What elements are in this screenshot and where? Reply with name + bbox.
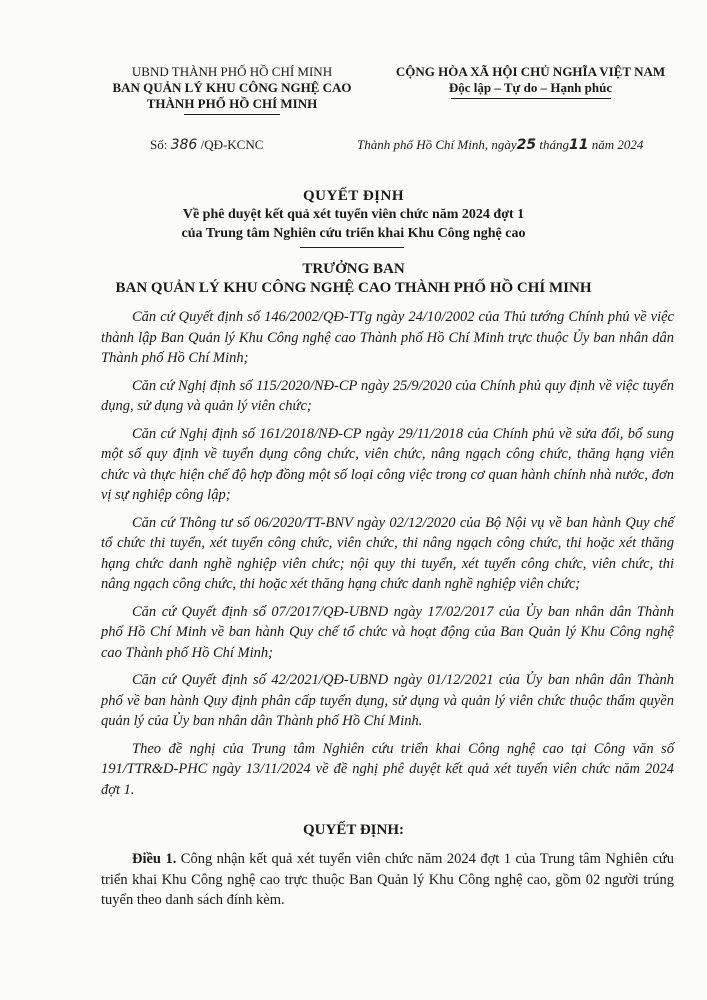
document-type-title: QUYẾT ĐỊNH [303, 188, 404, 204]
doc-number-handwritten: 386 [170, 137, 198, 153]
doc-number-suffix: /QĐ-KCNC [197, 137, 264, 152]
subject-underline [300, 247, 404, 248]
legal-basis-paragraph: Căn cứ Quyết định số 146/2002/QĐ-TTg ngày 24/10/2002 của Thủ tướng Chính phủ về việc thành lập Ban Quản lý Khu Công nghệ cao Thành phố Hồ Chí Minh trực thuộc Ủy ban nhân dân Thành phố Hồ Chí Minh; [101, 309, 674, 366]
national-title: CỘNG HÒA XÃ HỘI CHỦ NGHĨA VIỆT NAM [395, 64, 666, 79]
issuing-agency-city: THÀNH PHỐ HỒ CHÍ MINH [146, 96, 318, 111]
authority-title: TRƯỞNG BAN [302, 261, 405, 277]
national-motto: Độc lập – Tự do – Hạnh phúc [448, 80, 613, 95]
legal-basis-paragraph: Căn cứ Quyết định số 07/2017/QĐ-UBND ngày 17/02/2017 của Ủy ban nhân dân Thành phố Hồ Chí Minh về ban hành Quy chế tổ chức và hoạt động của Ban Quản lý Khu Công nghệ cao Thành phố Hồ Chí Minh; [101, 603, 674, 661]
article-1-label: Điều 1. [132, 851, 177, 867]
authority-agency: BAN QUẢN LÝ KHU CÔNG NGHỆ CAO THÀNH PHỐ HỒ CHÍ MINH [115, 280, 592, 296]
subject-line-1: Về phê duyệt kết quả xét tuyển viên chức năm 2024 đợt 1 [182, 207, 525, 222]
decision-heading: QUYẾT ĐỊNH: [303, 822, 404, 838]
place-and-date [357, 137, 643, 153]
preamble [101, 307, 674, 800]
issuing-agency: BAN QUẢN LÝ KHU CÔNG NGHỆ CAO [112, 80, 352, 95]
place-text: Thành phố Hồ Chí Minh, ngày [357, 137, 517, 152]
doc-number-prefix: Số: [150, 137, 171, 152]
month-label: tháng [536, 137, 569, 152]
legal-basis-paragraph: Căn cứ Thông tư số 06/2020/TT-BNV ngày 02/12/2020 của Bộ Nội vụ về ban hành Quy chế tổ chức thi tuyển, xét tuyển công chức, viên chức, thi nâng ngạch công chức, thi hoặc xét thăng hạng chức danh nghề nghiệp viên chức; nội quy thi tuyển, xét tuyển công chức, viên chức, thi nâng ngạch công chức, thi hoặc xét thăng hạng chức danh nghề nghiệp viên chức; [101, 514, 674, 592]
article-1 [101, 849, 674, 911]
article-1-text: Công nhận kết quả xét tuyển viên chức năm 2024 đợt 1 của Trung tâm Nghiên cứu triển khai Khu Công nghệ cao trực thuộc Ban Quản lý Khu Công nghệ cao, gồm 02 người trúng tuyển theo danh sách đính kèm. [101, 851, 674, 908]
subject-line-2: của Trung tâm Nghiên cứu triển khai Khu Công nghệ cao [181, 226, 526, 241]
year-text: năm 2024 [588, 137, 644, 152]
legal-basis-paragraph: Căn cứ Quyết định số 42/2021/QĐ-UBND ngày 01/12/2021 của Ủy ban nhân dân Thành phố về ban hành Quy định phân cấp tuyển dụng, sử dụng và quản lý viên chức thuộc thẩm quyền quản lý của Ủy ban nhân dân Thành phố Hồ Chí Minh. [101, 672, 674, 729]
date-day-handwritten: 25 [516, 137, 537, 153]
national-title-block [378, 64, 683, 99]
legal-basis-paragraph: Căn cứ Nghị định số 161/2018/NĐ-CP ngày 29/11/2018 của Chính phủ về sửa đổi, bổ sung một số quy định về tuyển dụng công chức, viên chức, nâng ngạch công chức, thăng hạng viên chức và thực hiện chế độ hợp đồng một số loại công việc trong cơ quan hành chính nhà nước, đơn vị sự nghiệp công lập; [101, 425, 674, 503]
document-number [150, 137, 263, 153]
agency-underline [184, 114, 280, 115]
issuing-agency-block [82, 64, 382, 115]
date-month-handwritten: 11 [568, 137, 589, 153]
legal-basis-paragraph: Căn cứ Nghị định số 115/2020/NĐ-CP ngày 25/9/2020 của Chính phủ quy định về việc tuyển dụng, sử dụng và quản lý viên chức; [101, 377, 674, 414]
motto-underline [451, 98, 611, 99]
proposal-paragraph: Theo đề nghị của Trung tâm Nghiên cứu triển khai Công nghệ cao tại Công văn số 191/TTR&D-PHC ngày 13/11/2024 về đề nghị phê duyệt kết quả xét tuyển viên chức năm 2024 đợt 1. [101, 740, 674, 798]
parent-agency: UBND THÀNH PHỐ HỒ CHÍ MINH [131, 64, 333, 79]
